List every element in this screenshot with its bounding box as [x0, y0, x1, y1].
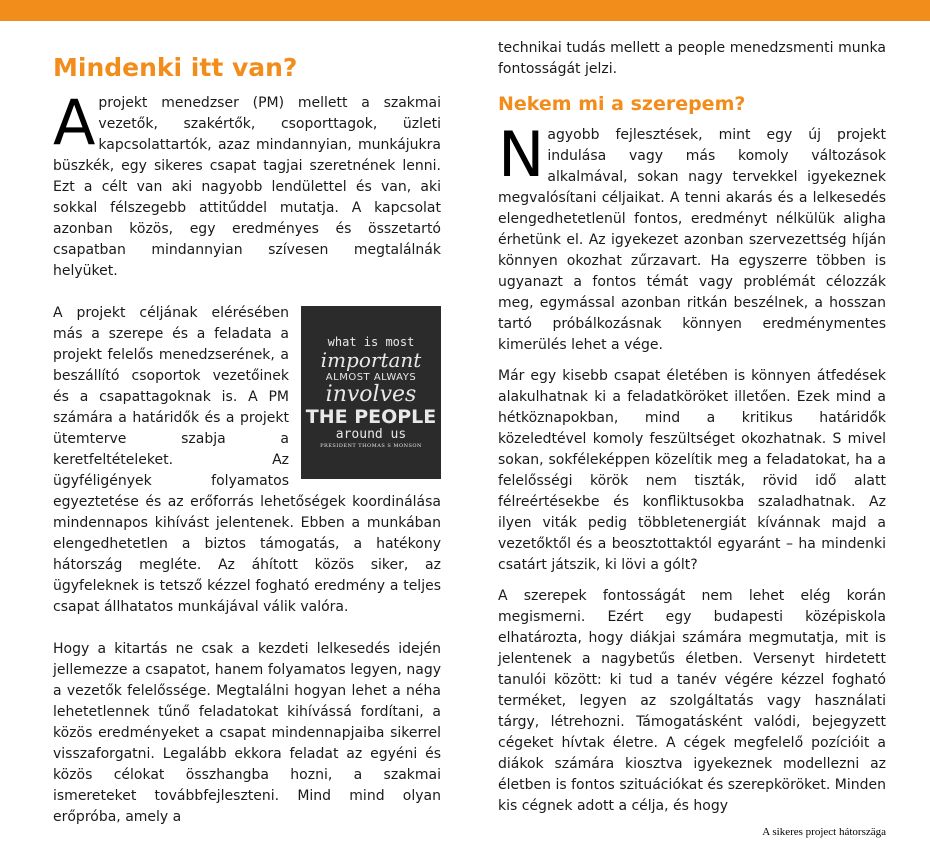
paragraph — [53, 86, 441, 282]
right-column — [498, 38, 886, 817]
paragraph — [498, 118, 886, 356]
paragraph — [498, 366, 886, 576]
paragraph — [53, 639, 441, 828]
quote-line: important — [320, 347, 422, 372]
paragraph — [498, 38, 886, 80]
quote-line: what is most — [327, 334, 415, 349]
quote-line: around us — [335, 426, 407, 442]
paragraph — [498, 586, 886, 817]
left-column — [53, 53, 441, 828]
quote-line: ALMOST ALWAYS — [325, 371, 417, 383]
paragraph — [53, 303, 441, 618]
paragraph-text: A projekt céljának elérésében más a szerepe és a feladata a projekt felelős menedzserének, a beszállító csoportok vezetőinek és a csapattagoknak is. A PM számára a határidők és a projekt ütemterve szabja a keretfeltételeket. Az ügyféligények folyamatos egyeztetése és az erőforrás lehetőségek koordinálása mindennapos kihívást jelentenek. Ebben a munkában elengedhetetlen a biztos támogatás, a hatékony hátország megléte. Az áhított közös siker, az ügyfeleknek is tetsző kézzel fogható eredmény a teljes csapat állhatatos munkájával válik valóra. — [53, 305, 441, 615]
footer-text: A sikeres project hátorszäga — [762, 826, 886, 838]
top-accent-bar — [0, 0, 930, 21]
quote-attribution: PRESIDENT THOMAS S MONSON — [320, 442, 422, 449]
drop-cap: N — [498, 118, 545, 191]
paragraph-text: Már egy kisebb csapat életében is könnyen átfedések alakulhatnak ki a feladatköröket illetően. Ezek mind a hétköznapokban, mind a kritikus határidők közeledtével komoly feszültséget okozhatnak. S mivel sokan, sokféleképpen közelítik meg a feladatokat, ha a felelősségi körök nem tiszták, rövid idő alatt félreértésekbe és konfliktusokba szaladhatnak. Az ilyen viták pedig többletenergiát kívánnak majd a vezetőktől és a beosztottaktól egyaránt – ha mindenki csatárt játszik, ki lövi a gólt? — [498, 368, 886, 573]
paragraph-text: agyobb fejlesztések, mint egy új projekt indulása vagy más komoly változások alkalmával, sokan nagy tervekkel igyekeznek megvalósítani céljaikat. A tenni akarás és a lelkesedés elengedhetetlenül fontos, eredményt nélkülük aligha érhetünk el. Az igyekezet azonban szervezettség híján könnyen okozhat zűrzavart. Ha egyszerre többen is ugyanazt a fontos témát vagy problémát célozzák meg, egymással azonban ritkán beszélnek, a hosszan tartó próbálkozásnak könnyen eredménymentes kimerülés lehet a vége. — [498, 127, 886, 353]
quote-image — [301, 306, 441, 479]
paragraph-text: projekt menedzser (PM) mellett a szakmai vezetők, szakértők, csoporttagok, üzleti kapcsolattartók, azaz mindannyian, munkájukra büszkék, egy sikeres csapat tagjai szeretnének lenni. Ezt a célt van aki nagyobb lendülettel és van, aki sokkal félszegebb attitűddel mutatja. A kapcsolat azonban közös, egy eredményes és összetartó csapatban mindannyian szívesen megtalálnák helyüket. — [53, 95, 441, 279]
paragraph-text: Hogy a kitartás ne csak a kezdeti lelkesedés idején jellemezze a csapatot, hanem folyamatos legyen, nagy a vezetők felelőssége. Megtalálni hogyan lehet a néha lehetetlennek tűnő feladatokat kihívássá fordítani, a közös eredményeket a csapat mindennapjaiba sikerrel visszaforgatni. Legalább ekkora feladat az egyéni és közös célokat összhangba hozni, a szakmai ismereteket továbbfejleszteni. Mind mind olyan erőpróba, amely a — [53, 641, 441, 825]
quote-line: THE PEOPLE — [305, 405, 437, 428]
paragraph-text: technikai tudás mellett a people menedzsmenti munka fontosságát jelzi. — [498, 40, 886, 77]
paragraph-text: A szerepek fontosságát nem lehet elég korán megismerni. Ezért egy budapesti középiskola elhatározta, hogy diákjai számára megmutatja, mit is jelentenek a nagybetűs életben. Versenyt hirdetett tanulói között: ki tud a tanév végére kézzel fogható terméket, legyen az szolgáltatás vagy használati tárgy, létrehozni. Támogatásként valódi, bejegyzett cégeket hívtak életre. A cégek megfelelő pozícióit a diákok számára kiosztva igyekeznek modellezni az életben is fontos szituációkat és szerepköröket. Minden kis cégnek adott a célja, és hogy — [498, 588, 886, 814]
drop-cap: A — [53, 86, 96, 159]
quote-line: involves — [325, 381, 417, 407]
section-heading: Nekem mi a szerepem? — [498, 93, 746, 115]
page-heading: Mindenki itt van? — [53, 53, 298, 82]
